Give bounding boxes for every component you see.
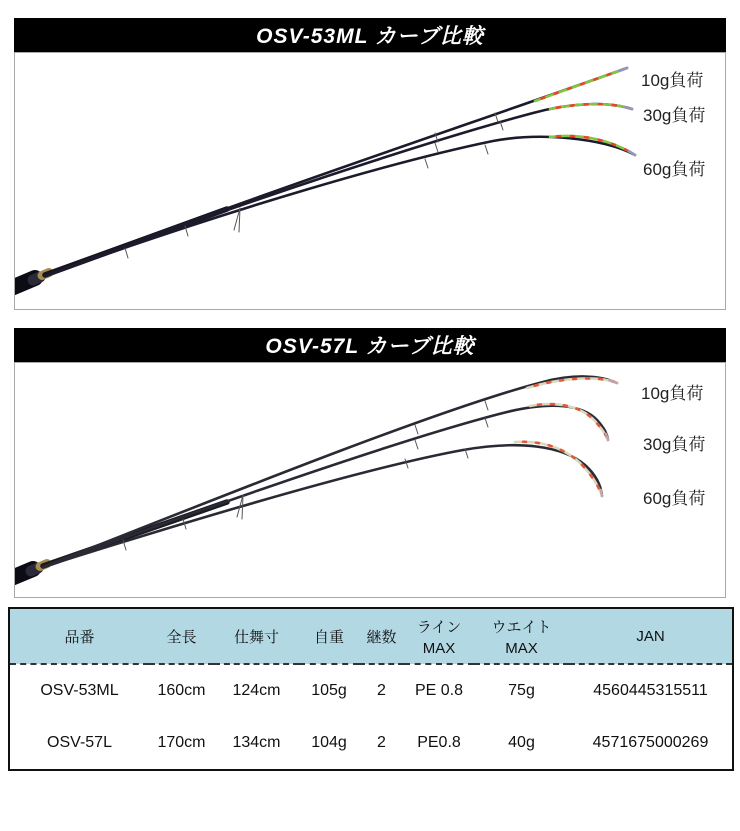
section-title-bar-osv57l [14,328,726,362]
cell-model: OSV-53ML [40,682,119,699]
cell-weight-max: 40g [508,734,535,751]
cell-weight-max: 75g [508,682,535,699]
rod-curve-figure-osv57l [14,362,726,598]
col-header-pieces: 継数 [359,608,404,664]
load-label-60g: 60g負荷 [643,489,706,508]
cell-jan: 4560445315511 [593,682,708,699]
cell-pieces: 2 [377,682,386,699]
cell-jan: 4571675000269 [592,734,709,751]
rod-tip-green [535,68,635,155]
load-label-30g: 30g負荷 [643,435,706,454]
table-header-row [9,608,733,664]
rod-illustration-osv53ml [15,53,725,309]
cell-closed-length: 124cm [232,682,281,699]
table-row-osv53ml [9,664,733,717]
col-header-closed-length: 仕舞寸 [214,608,299,664]
rod-curve-60g [43,445,602,567]
col-header-model: 品番 [9,608,149,664]
rod-tip-bands [515,378,617,496]
col-header-jan: JAN [569,608,733,664]
col-header-weight-label: ウエイト [491,618,552,636]
rod-curve-60g [45,137,635,276]
cell-closed-length: 134cm [232,734,281,751]
cell-pieces: 2 [377,734,386,751]
cell-line-max: PE 0.8 [414,682,464,699]
load-label-60g: 60g負荷 [643,160,706,179]
rod-illustration-osv57l [15,363,725,597]
col-header-weight-max [474,608,569,664]
cell-length: 170cm [157,734,206,751]
cell-line-max: PE0.8 [417,734,461,751]
load-label-10g: 10g負荷 [641,384,704,403]
load-label-30g: 30g負荷 [643,106,706,125]
table-row-osv57l [9,717,733,770]
col-header-weight-sub: MAX [505,639,538,657]
col-header-line-label: ライン [416,618,462,636]
rod-curve-30g [45,104,632,276]
rod-tip-cream [515,378,617,496]
rod-curve-figure-osv53ml [14,52,726,310]
col-header-line-sub: MAX [422,639,456,657]
cell-weight: 104g [311,734,347,751]
col-header-length: 全長 [149,608,214,664]
col-header-line-max [404,608,474,664]
cell-model: OSV-57L [47,734,112,751]
load-label-10g: 10g負荷 [641,71,704,90]
section-title: OSV-57L カーブ比較 [265,335,475,358]
rod-guides [125,113,503,258]
rod-curve-30g [43,406,608,567]
rod-tip-caps [619,68,635,155]
col-header-weight: 自重 [299,608,359,664]
section-title-bar-osv53ml [14,18,726,52]
rod-tip-caps [601,380,617,496]
spec-table [8,607,734,771]
rod-tip-bands [535,68,635,155]
cell-length: 160cm [157,682,206,699]
section-title: OSV-53ML カーブ比較 [256,25,484,48]
cell-weight: 105g [311,682,347,699]
